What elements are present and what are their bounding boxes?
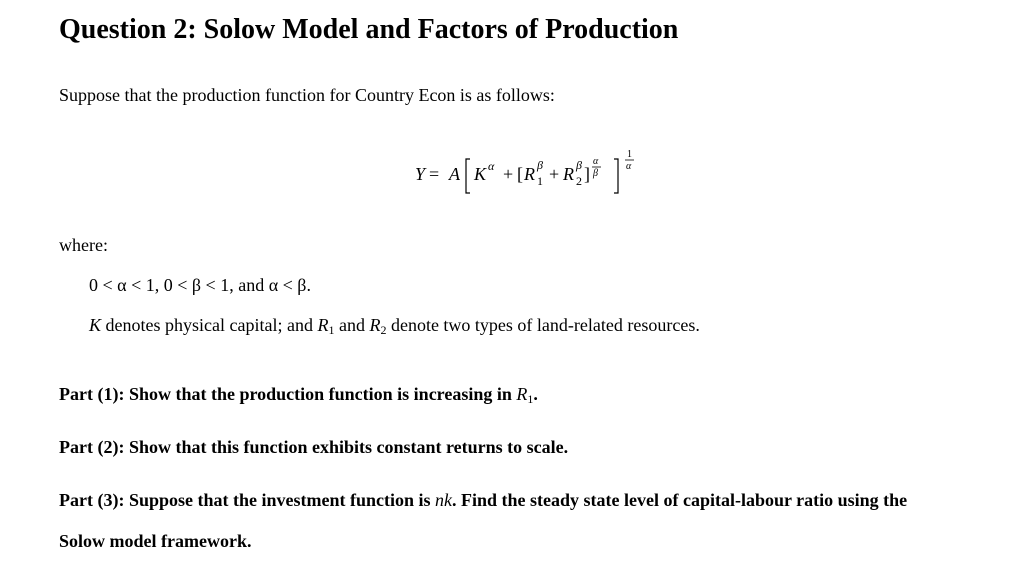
- part-1-var-subscript: 1: [527, 392, 534, 406]
- condition-alpha-less-beta: α < β.: [268, 275, 311, 295]
- var-K: K: [89, 315, 102, 335]
- var-R2: R: [369, 315, 381, 335]
- eq-big-right-bracket: [614, 159, 618, 193]
- eq-plus-1: +: [503, 164, 514, 184]
- where-label: where:: [59, 235, 108, 255]
- eq-R1: R: [524, 164, 535, 184]
- eq-R1-exponent: β: [537, 158, 543, 172]
- variable-definitions: [89, 315, 700, 336]
- eq-outer-numerator: 1: [627, 149, 632, 160]
- kdef-text-2: and: [334, 315, 370, 335]
- eq-outer-denominator: α: [626, 161, 632, 172]
- production-function-equation: [413, 143, 673, 203]
- var-R2-subscript: 2: [380, 323, 387, 337]
- eq-plus-2: +: [549, 164, 560, 184]
- part-1-var-R: R: [516, 384, 528, 404]
- var-R1-subscript: 1: [328, 323, 335, 337]
- part-3-text: Part (3): Suppose that the investment function is: [59, 490, 435, 510]
- eq-Y: Y: [415, 164, 426, 184]
- part-3-question: [59, 490, 907, 511]
- eq-inner-right-bracket: ]: [584, 164, 590, 184]
- question-title: Question 2: Solow Model and Factors of Production: [59, 14, 679, 45]
- part-1-text: Part (1): Show that the production function is increasing in: [59, 384, 517, 404]
- var-R1: R: [317, 315, 329, 335]
- part-1-question: [59, 384, 538, 405]
- intro-text: Suppose that the production function for Country Econ is as follows:: [59, 85, 555, 105]
- eq-K: K: [474, 164, 487, 184]
- part-3-text-2: . Find the steady state level of capital-labour ratio using the: [452, 490, 908, 510]
- part-3-var-nk: nk: [435, 490, 452, 510]
- eq-R1-subscript: 1: [537, 174, 543, 188]
- eq-equals: =: [429, 164, 440, 184]
- part-3-question-line-2: Solow model framework.: [59, 531, 252, 551]
- eq-K-exponent: α: [488, 159, 495, 173]
- eq-R2-subscript: 2: [576, 174, 582, 188]
- kdef-text-1: denotes physical capital; and: [101, 315, 318, 335]
- condition-bounds: 0 < α < 1, 0 < β < 1,: [89, 275, 234, 295]
- eq-big-left-bracket: [466, 159, 470, 193]
- parameter-conditions: [89, 275, 311, 296]
- equation-graphic: [413, 143, 673, 203]
- eq-frac-numerator: α: [593, 156, 599, 167]
- condition-and: and: [233, 275, 269, 295]
- part-1-period: .: [533, 384, 538, 404]
- part-2-question: Part (2): Show that this function exhibits constant returns to scale.: [59, 437, 569, 457]
- eq-R2-exponent: β: [576, 158, 582, 172]
- eq-inner-left-bracket: [: [517, 164, 523, 184]
- eq-A: A: [449, 164, 460, 184]
- kdef-text-3: denote two types of land-related resources.: [386, 315, 700, 335]
- eq-frac-denominator: β: [593, 168, 598, 179]
- eq-R2: R: [563, 164, 574, 184]
